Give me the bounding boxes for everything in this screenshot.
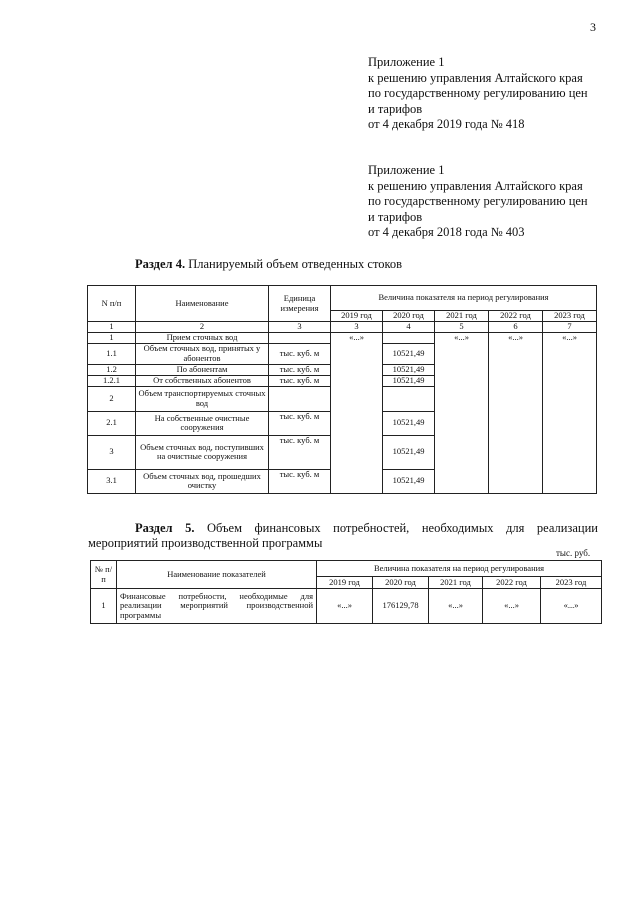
row-name: На собственные очистные сооружения — [136, 411, 269, 435]
header-year: 2023 год — [541, 577, 602, 589]
appendix-line: от 4 декабря 2018 года № 403 — [368, 225, 525, 239]
row-name: По абонентам — [136, 364, 269, 375]
column-number: 6 — [489, 322, 543, 333]
header-num: № п/п — [91, 561, 117, 589]
section5-title-bold: Раздел 5. — [135, 521, 195, 535]
column-number: 1 — [88, 322, 136, 333]
row-unit: тыс. куб. м — [269, 411, 331, 435]
row-num: 1.2.1 — [88, 375, 136, 386]
value-2020: 10521,49 — [383, 343, 435, 364]
header-year: 2021 год — [435, 311, 489, 322]
header-year: 2021 год — [429, 577, 483, 589]
column-number: 3 — [269, 322, 331, 333]
appendix-line: и тарифов — [368, 209, 423, 224]
header-name: Наименование показателей — [117, 561, 317, 589]
appendix-line: Приложение 1 — [368, 55, 445, 69]
appendix-line: к решению управления Алтайского края — [368, 70, 583, 85]
row-name: Объем сточных вод, принятых у абонентов — [136, 343, 269, 364]
header-year: 2020 год — [383, 311, 435, 322]
section4-title-text: Планируемый объем отведенных стоков — [185, 257, 403, 271]
row-num: 3 — [88, 435, 136, 469]
row-name: От собственных абонентов — [136, 375, 269, 386]
value-2020: 176129,78 — [373, 589, 429, 624]
value-2020: 10521,49 — [383, 435, 435, 469]
row-num: 2 — [88, 386, 136, 411]
value-2020 — [383, 333, 435, 344]
value-2020: 10521,49 — [383, 411, 435, 435]
header-name: Наименование — [136, 286, 269, 322]
row-name: Объем транспортируемых сточных вод — [136, 386, 269, 411]
appendix-header-2018 — [368, 163, 588, 241]
row-name: Объем сточных вод, поступивших на очистные сооружения — [136, 435, 269, 469]
value-2022: «...» — [489, 333, 543, 494]
value-2019: «...» — [317, 589, 373, 624]
row-num: 1 — [91, 589, 117, 624]
row-unit: тыс. куб. м — [269, 343, 331, 364]
header-year: 2022 год — [489, 311, 543, 322]
header-year: 2023 год — [543, 311, 597, 322]
row-num: 1 — [88, 333, 136, 344]
section4-title — [135, 257, 402, 272]
column-number: 5 — [435, 322, 489, 333]
appendix-line: по государственному регулированию цен — [368, 194, 588, 208]
column-number: 2 — [136, 322, 269, 333]
column-number: 7 — [543, 322, 597, 333]
value-2020: 10521,49 — [383, 364, 435, 375]
row-unit — [269, 333, 331, 344]
header-year: 2022 год — [483, 577, 541, 589]
section5-table — [90, 560, 602, 624]
row-num: 3.1 — [88, 469, 136, 493]
value-2020: 10521,49 — [383, 375, 435, 386]
row-unit: тыс. куб. м — [269, 435, 331, 469]
row-unit — [269, 386, 331, 411]
section5-title — [88, 521, 598, 551]
row-unit: тыс. куб. м — [269, 375, 331, 386]
appendix-line: к решению управления Алтайского края — [368, 178, 583, 193]
header-year: 2019 год — [331, 311, 383, 322]
value-2023: «...» — [541, 589, 602, 624]
header-period: Величина показателя на период регулирования — [317, 561, 602, 577]
value-2021: «...» — [429, 589, 483, 624]
appendix-line: по государственному регулированию цен — [368, 86, 588, 100]
page-number: 3 — [590, 20, 596, 34]
row-num: 1.2 — [88, 364, 136, 375]
column-number: 4 — [383, 322, 435, 333]
value-2023: «...» — [543, 333, 597, 494]
row-name: Прием сточных вод — [136, 333, 269, 344]
column-number: 3 — [331, 322, 383, 333]
appendix-line: и тарифов — [368, 101, 423, 116]
row-unit: тыс. куб. м — [269, 364, 331, 375]
table-row — [88, 333, 597, 344]
appendix-header-2019 — [368, 55, 588, 133]
value-2020 — [383, 386, 435, 411]
appendix-line: от 4 декабря 2019 года № 418 — [368, 117, 525, 131]
section4-title-bold: Раздел 4. — [135, 257, 186, 271]
section5-title-text: Объем финансовых потребностей, необходимых для реализации мероприятий производственной программы — [88, 521, 598, 550]
appendix-line: Приложение 1 — [368, 163, 445, 177]
value-2021: «...» — [435, 333, 489, 494]
table-row — [91, 589, 602, 624]
row-num: 2.1 — [88, 411, 136, 435]
header-year: 2019 год — [317, 577, 373, 589]
header-year: 2020 год — [373, 577, 429, 589]
header-unit: Единица измерения — [269, 286, 331, 322]
row-name: Объем сточных вод, прошедших очистку — [136, 469, 269, 493]
row-name: Финансовые потребности, необходимые для реализации мероприятий производственной программы — [117, 589, 317, 624]
value-2019: «...» — [331, 333, 383, 494]
header-period: Величина показателя на период регулирования — [331, 286, 597, 311]
row-num: 1.1 — [88, 343, 136, 364]
value-2020: 10521,49 — [383, 469, 435, 493]
units-note: тыс. руб. — [556, 548, 591, 558]
section4-table — [87, 285, 597, 494]
row-unit: тыс. куб. м — [269, 469, 331, 493]
header-num: N п/п — [88, 286, 136, 322]
value-2022: «...» — [483, 589, 541, 624]
